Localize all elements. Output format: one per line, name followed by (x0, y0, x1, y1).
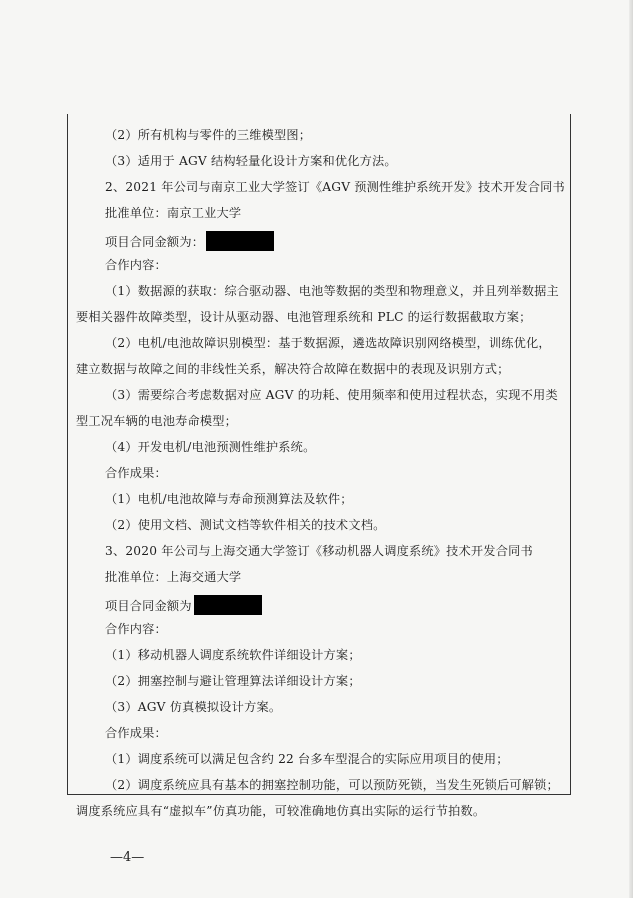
text-line: 型工况车辆的电池寿命模型； (76, 414, 238, 428)
text-line: （2）电机/电池故障识别模型：基于数据源，遴选故障识别网络模型，训练优化， (105, 336, 551, 350)
text-line: 合作成果： (105, 726, 167, 740)
text-line: （2）拥塞控制与避让管理算法详细设计方案； (105, 674, 361, 688)
contract-amount-line (105, 595, 262, 615)
section-heading: 3、2020 年公司与上海交通大学签订《移动机器人调度系统》技术开发合同书 (105, 544, 533, 558)
text-line: （3）需要综合考虑数据对应 AGV 的功耗、使用频率和使用过程状态，实现不用类 (105, 388, 558, 402)
text-line: （3）AGV 仿真模拟设计方案。 (105, 700, 282, 714)
text-line: 合作内容： (105, 622, 167, 636)
section-heading: 2、2021 年公司与南京工业大学签订《AGV 预测性维护系统开发》技术开发合同书 (105, 180, 565, 194)
contract-amount-line (105, 231, 274, 251)
contract-amount-label: 项目合同金额为 (105, 599, 192, 613)
text-line: 批准单位：南京工业大学 (105, 206, 242, 220)
text-line: （1）电机/电池故障与寿命预测算法及软件； (105, 492, 353, 506)
text-line: （1）数据源的获取：综合驱动器、电池等数据的类型和物理意义，并且列举数据主 (105, 284, 559, 298)
text-line: 批准单位：上海交通大学 (105, 570, 242, 584)
page-number: —4— (110, 850, 145, 865)
text-line: （1）移动机器人调度系统软件详细设计方案； (105, 648, 361, 662)
text-line: （3）适用于 AGV 结构轻量化设计方案和优化方法。 (105, 154, 397, 168)
text-line: 合作内容： (105, 258, 167, 272)
text-line: （4）开发电机/电池预测性维护系统。 (105, 440, 316, 454)
text-line: 合作成果： (105, 466, 167, 480)
text-line: 要相关器件故障类型，设计从驱动器、电池管理系统和 PLC 的运行数据截取方案； (76, 310, 532, 324)
text-line: （2）调度系统应具有基本的拥塞控制功能，可以预防死锁，当发生死锁后可解锁； (105, 778, 559, 792)
redacted-amount (194, 595, 262, 615)
page-edge (629, 0, 633, 898)
text-line: 调度系统应具有“虚拟车”仿真功能，可较准确地仿真出实际的运行节拍数。 (76, 804, 486, 818)
text-line: （1）调度系统可以满足包含约 22 台多车型混合的实际应用项目的使用； (105, 752, 509, 766)
contract-amount-label: 项目合同金额为： (105, 235, 205, 249)
text-line: （2）所有机构与零件的三维模型图； (105, 128, 312, 142)
text-line: 建立数据与故障之间的非线性关系，解决符合故障在数据中的表现及识别方式； (76, 362, 510, 376)
redacted-amount (206, 231, 274, 251)
text-line: （2）使用文档、测试文档等软件相关的技术文档。 (105, 518, 386, 532)
